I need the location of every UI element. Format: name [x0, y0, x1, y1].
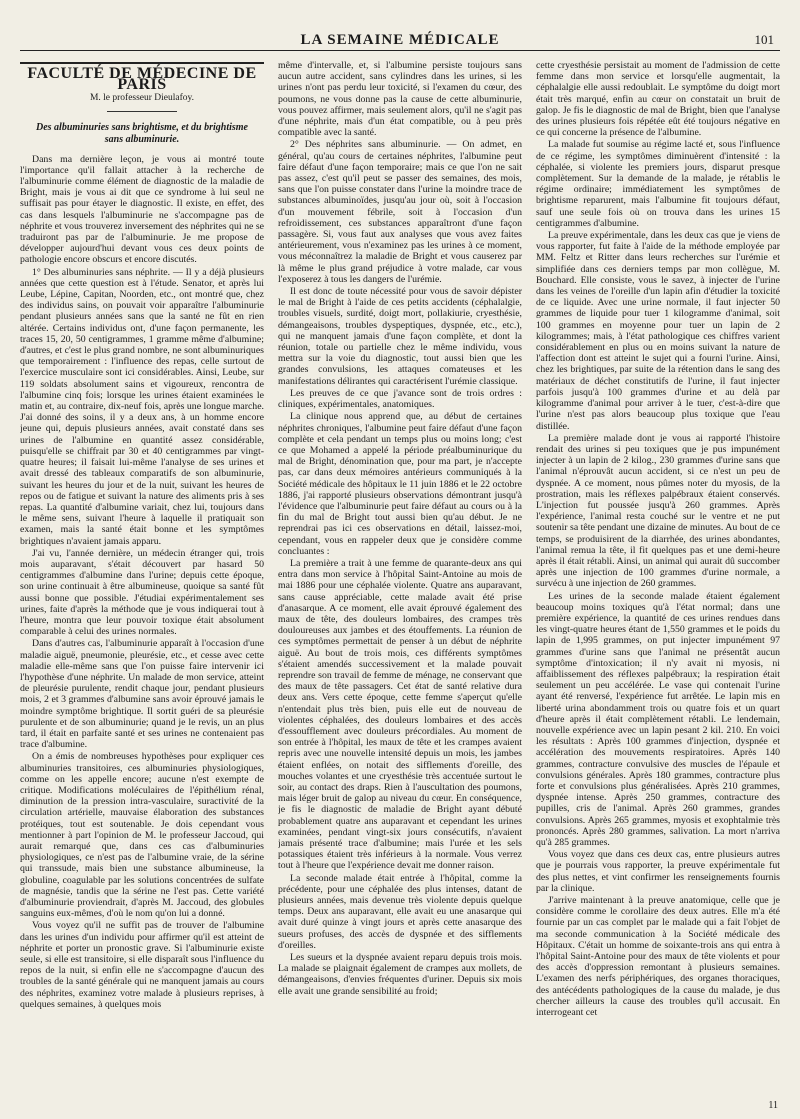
paragraph: La clinique nous apprend que, au début de certaines néphrites chroniques, l'albumine peut faire défaut d'une façon complète et cela pendant un temps plus ou moins long; c'est ce que Mohamed a appelé la période préalbuminurique du mal de Bright, dénomination que, pour ma part, je n'accepte pas, car dans deux mémoires antérieurs communiqués à la Société médicale des hôpitaux le 11 juin 1886 et le 22 octobre 1886, j'ai rapporté plusieurs observations démontrant jusqu'à l'évidence que l'albuminurie peut faire défaut au cours ou à la fin du mal de Bright tout aussi bien qu'au début. Je ne reprendrai pas ici ces observations en détail, laissez-moi, cependant, vous en rappeler deux que je considère comme concluantes :	[278, 411, 522, 557]
paragraph: Les preuves de ce que j'avance sont de trois ordres : cliniques, expérimentales, anatomiques.	[278, 387, 522, 411]
text-columns	[20, 60, 780, 1115]
paragraph: La première malade dont je vous ai rapporté l'histoire rendait des urines si peu toxiques que je pus impunément injecter à un lapin de 2 kilog., 230 grammes d'urine sans que l'animal n'éprouvât aucun accident, si ce n'est un peu de dyspnée. A ce moment, nous pûmes noter du myosis, de la prostration, mais les réflexes palpébraux étaient conservés. L'injection fut poussée jusqu'à 260 grammes. Après l'expérience, l'animal resta couché sur le ventre et ne put soutenir sa tête pendant une dizaine de minutes. Au bout de ce temps, se produisirent de la diarrhée, des urines abondantes, l'animal remua la tête, il fit quelques pas et une demi-heure après il était rétabli. Ainsi, un animal qui aurait dû succomber après une injection de 100 grammes d'urine normale, a survécu à une injection de 260 grammes.	[536, 432, 780, 590]
professor-line: M. le professeur Dieulafoy.	[89, 93, 195, 104]
signature-mark: 11	[768, 1100, 778, 1111]
paragraph: même d'intervalle, et, si l'albumine persiste toujours sans aucun autre accident, sans cylindres dans les urines, si les urines n'ont pas perdu leur toxicité, si l'examen du cœur, des poumons, ne vous donne pas la cause de cette albuminurie, vous pouvez affirmer, mais seulement alors, qu'il ne s'agit pas d'une néphrite, mais d'un état compatible, ou à peu près compatible avec la santé.	[278, 60, 522, 139]
paragraph: Dans ma dernière leçon, je vous ai montré toute l'importance qu'il fallait attacher à la recherche de l'albuminurie comme élément de diagnostic de la maladie de Bright, mais je vous ai dit que ce syndrome à lui seul ne suffisait pas pour étayer le diagnostic. Il existe, en effet, des cas dans lesquels l'albuminurie ne s'accompagne pas de néphrite et vous trouverez inversement des néphrites qui ne se traduiront pas par de l'albuminurie. Je me propose de développer aujourd'hui devant vous ces deux points de pathologie encore obscurs et encore discutés.	[20, 153, 264, 266]
paragraph: J'arrive maintenant à la preuve anatomique, celle que je considère comme le corollaire des deux autres. Elle m'a été fournie par un cas complet par le malade qui a fait l'objet de ma seconde communication à la Société médicale des Hôpitaux. C'était un homme de soixante-trois ans qui entra à l'hôpital Saint-Antoine pour des maux de tête violents et pour des accès d'oppression remontant à plusieurs semaines. L'examen des nerfs périphériques, des organes thoraciques, des antécédents pathologiques de la cause du malade, je dus chercher ailleurs la cause des troubles qu'il accusait. En interrogeant cet	[536, 895, 780, 1019]
paragraph: 2° Des néphrites sans albuminurie. — On admet, en général, qu'au cours de certaines néphrites, l'albumine peut faire défaut d'une façon temporaire; mais ce que l'on ne sait pas assez, c'est qu'il peut se passer des semaines, des mois, sans que l'on puisse constater dans l'urine la moindre trace de substances albuminoïdes, jusqu'au jour où, soit à l'occasion d'un mouvement fébrile, soit à l'occasion d'un refroidissement, ces substances apparaîtront d'une façon passagère. Si, vous faut aux analyses que vous avez faites antérieurement, vous n'examinez pas les urines à ce moment, vous méconnaîtrez la maladie de Bright et vous causerez par là même le plus grand préjudice à votre malade, car vous l'exposerez à tous les dangers de l'urémie.	[278, 139, 522, 285]
page-number: 101	[754, 32, 774, 47]
paragraph: La seconde malade était entrée à l'hôpital, comme la précédente, pour une céphalée des plus intenses, datant de plusieurs années, mais devenue très violente depuis quelque temps. Deux ans auparavant, elle avait eu une anasarque qui avait duré quinze à vingt jours et après cette anasarque des sueurs profuses, des accès de dyspnée et des sifflements d'oreilles.	[278, 872, 522, 951]
paragraph: Les urines de la seconde malade étaient également beaucoup moins toxiques qu'à l'état normal; dans une première expérience, la quantité de ces urines rendues dans les vingt-quatre heures étant de 1,550 grammes et le poids du lapin de 1,995 grammes, on put injecter impunément 97 grammes d'urine sans que l'animal ne présentât aucun symptôme d'intoxication; il n'y avait ni myosis, ni affaiblissement des réflexes palpébraux; la respiration était seulement un peu accélérée. Le vase qui contenait l'urine ayant été renversé, l'expérience fut arrêtée. Le lapin mis en liberté urina abondamment trois ou quatre fois et un quart d'heure après il était complètement rétabli. Le lendemain, nouvelle expérience avec un lapin pesant 2 kil. 210. En voici les résultats : Après 100 grammes d'injection, dyspnée et accélération des mouvements respiratoires. Après 140 grammes, contracture convulsive des muscles de l'épaule et convulsions générales. Après 180 grammes, contracture plus forte et convulsions plus généralisées. Après 210 grammes, dyspnée intense. Après 250 grammes, contracture des pupilles, cris de l'animal. Après 260 grammes, grandes convulsions. Après 265 grammes, myosis et exophtalmie très prononcés. Après 280 grammes, salivation. La mort n'arriva qu'à 285 grammes.	[536, 590, 780, 849]
journal-title: LA SEMAINE MÉDICALE	[300, 32, 500, 48]
paragraph: Vous voyez que dans ces deux cas, entre plusieurs autres que je pourrais vous rapporter, la preuve expérimentale fut des plus nettes, et vint confirmer les renseignements fournis par la clinique.	[536, 849, 780, 894]
page	[20, 30, 780, 1019]
heading-divider	[107, 111, 177, 112]
paragraph: Vous voyez qu'il ne suffit pas de trouver de l'albumine dans les urines d'un individu pour affirmer qu'il est atteint de néphrite et porter un pronostic grave. Si l'albuminurie existe seule, si elle est transitoire, si elle disparaît sous l'influence du repos de la nuit, si enfin elle ne s'accompagne d'aucun des troubles de la santé générale qui ne manquent jamais au cours des néphrites, examinez votre malade à plusieurs reprises, à quelques semaines, à quelques mois	[20, 920, 264, 1010]
paragraph: 1° Des albuminuries sans néphrite. — Il y a déjà plusieurs années que cette question est à l'étude. Senator, et après lui Leube, Lépine, Capitan, Noorden, etc., ont montré que, chez des individus sains, on pouvait voir apparaître l'albuminurie pendant plusieurs années sans que la santé ne fût en rien altérée. Certains individus ont, d'une façon permanente, les traces 15, 20, 50 centigrammes, 1 gramme même d'albumine; d'autres, et c'est le plus grand nombre, ne sont albuminuriques que temporairement : l'influence des repas, celle surtout de l'exercice musculaire sont ici considérables. Ainsi, Leube, sur 119 soldats absolument sains et vigoureux, rencontra de l'albumine cinq fois; lorsque les urines étaient examinées le matin et, au contraire, dix-neuf fois, après une longue marche. J'ai donné des soins, il y a deux ans, à un homme encore jeune qui, depuis plusieurs années, avait constaté dans ses urines de l'albumine en quantité assez considérable, puisqu'elle se chiffrait par 30 et 40 centigrammes par vingt-quatre heures; il faisait lui-même l'analyse de ses urines et avait dressé des tableaux comparatifs de son albuminurie, suivant les heures du jour et de la nuit, suivant les heures de repos ou de fatigue et suivant la nature des aliments pris à ses repas. La quantité d'albumine variait, chez lui, toujours dans le même sens, suivant l'heure à laquelle il pratiquait son examen, mais la santé était bonne et les symptômes brightiques n'avaient jamais apparu.	[20, 266, 264, 547]
paragraph: Il est donc de toute nécessité pour vous de savoir dépister le mal de Bright à l'aide de ces petits accidents (céphalalgie, troubles visuels, surdité, doigt mort, pollakiurie, cryesthésie, démangeaisons, troubles dyspeptiques, dyspnée, etc., etc.), qui ne manquent jamais d'une façon complète, et dont la réunion, totale ou partielle chez le même individu, vous mettra sur la voie du diagnostic, tout aussi bien que les grandes convulsions, les attaques comateuses et les manifestations délirantes qui caractérisent l'urémie classique.	[278, 286, 522, 387]
column-1	[20, 60, 264, 1115]
paragraph: Les sueurs et la dyspnée avaient reparu depuis trois mois. La malade se plaignait également de crampes aux mollets, de démangeaisons, d'envies fréquentes d'uriner. Depuis six mois elle avait une grande sensibilité au froid;	[278, 952, 522, 997]
paragraph: La première a trait à une femme de quarante-deux ans qui entra dans mon service à l'hôpital Saint-Antoine au mois de mai 1886 pour une céphalée violente. Quatre ans auparavant, sans cause appréciable, cette malade avait été prise d'anasarque. A ce moment, elle avait éprouvé également des maux de tête, des douleurs lombaires, des crampes très douloureuses aux jambes et des étouffements. La réunion de ces symptômes permettait de penser à un début de néphrite aiguë. Au bout de trois mois, ces différents symptômes s'étaient amendés successivement et la malade pouvait reprendre son travail de femme de ménage, ne conservant que des maux de tête passagers. Cet état de santé relative dura deux ans. Vers cette époque, cette femme s'aperçut qu'elle n'entendait plus très bien, puis elle eut de nouveau de violentes céphalées, des douleurs lombaires et des accès d'essoufflement avec douleurs précordiales. Au moment de son entrée à l'hôpital, les maux de tête et les crampes avaient repris avec une nouvelle intensité depuis un mois, les jambes étaient enflées, on notait des sifflements d'oreille, des mouches volantes et une cryesthésie très accentuée surtout le soir, au contact des draps. Rien à l'auscultation des poumons, mais léger bruit de galop au niveau du cœur. En conséquence, je fis le diagnostic de maladie de Bright ayant débuté probablement quatre ans auparavant et cependant les urines examinées, pendant vingt-six jours consécutifs, n'avaient jamais présenté trace d'albumine; mais l'urée et les sels potassiques étaient très inférieurs à la normale. Vous verrez tout à l'heure que l'expérience devait me donner raison.	[278, 557, 522, 872]
running-header	[20, 30, 780, 51]
article-heading: FACULTÉ DE MÉDECINE DE PARIS	[20, 62, 264, 90]
paragraph: On a émis de nombreuses hypothèses pour expliquer ces albuminuries transitoires, ces albuminuries physiologiques, comme on les appelle encore; aucune n'est exempte de critique. Modifications moléculaires de l'épithélium rénal, diminution de la pression intra-vasculaire, suractivité de la circulation artérielle, mauvaise élaboration des substances protéiques, tout est soutenable. Je dois cependant vous mentionner à part l'opinion de M. le professeur Jaccoud, qui aurait remarqué que, dans ces cas d'albuminuries physiologiques, ce n'est pas de l'albumine vraie, de la sérine qui transsude, mais bien une substance albumineuse, la globuline, coagulable par les solutions concentrées de sulfate de magnésie, tandis que la sérine ne l'est pas. Cette variété d'albuminurie proviendrait, d'après M. Jaccoud, des globules sanguins eux-mêmes, d'où le nom qu'on lui a donné.	[20, 751, 264, 920]
paragraph: La malade fut soumise au régime lacté et, sous l'influence de ce régime, les symptômes diminuèrent d'intensité : la céphalée, si violente les premiers jours, disparut presque complètement. Sur la demande de la malade, je rétablis le régime ordinaire; immédiatement les symptômes de brightisme reparurent, mais l'albumine fit toujours défaut, sauf une seule fois où on trouva dans les urines 15 centigrammes d'albumine.	[536, 139, 780, 229]
paragraph: Dans d'autres cas, l'albuminurie apparaît à l'occasion d'une maladie aiguë, pneumonie, pleurésie, etc., et cesse avec cette maladie elle-même sans que l'on puisse faire intervenir ici l'hypothèse d'une néphrite. Un malade de mon service, atteint de pleurésie purulente, rendit chaque jour, pendant plusieurs mois, 2 et 3 grammes d'albumine sans avoir éprouvé jamais le moindre symptôme brightique. Il sortit guéri de sa pleurésie purulente et de son albuminurie; quand je le revis, un an plus tard, il était en parfaite santé et ses urines ne contenaient pas trace d'albumine.	[20, 638, 264, 751]
column-2	[278, 60, 522, 1115]
paragraph: J'ai vu, l'année dernière, un médecin étranger qui, trois mois auparavant, s'était découvert par hasard 50 centigrammes d'albumine dans l'urine; depuis cette époque, son urine continuait à être albumineuse, quoique sa santé fût aussi bonne que possible. J'étudiai expérimentalement ses urines, faite d'après la méthode que je vous indiquerai tout à l'heure, montra que leur pouvoir toxique était absolument comparable à celui des urines normales.	[20, 547, 264, 638]
paragraph: La preuve expérimentale, dans les deux cas que je viens de vous rapporter, fut faite à l'aide de la méthode employée par MM. Feltz et Ritter dans leurs recherches sur l'urémie et simplifiée dans ces derniers temps par mon collègue, M. Bouchard. Elle consiste, vous le savez, à injecter de l'urine dans les veines de l'oreille d'un lapin afin d'étudier la toxicité de ce liquide. Avec une urine normale, il faut injecter 50 grammes de liquide pour tuer 1 kilogramme d'animal, soit 100 grammes en moyenne pour tuer un lapin de 2 kilogrammes; mais, à l'état pathologique ces chiffres varient considérablement en plus ou en moins suivant la nature de l'affection dont est atteint le sujet qui a fourni l'urine. Ainsi, chez les brightiques, par suite de la rétention dans le sang des matériaux de déchet constitutifs de l'urine, il faut injecter parfois jusqu'à 100 grammes d'urine et au delà par kilogramme d'animal pour arriver à le tuer, c'est-à-dire que l'urine n'est pas alors beaucoup plus toxique que l'eau distillée.	[536, 230, 780, 432]
paragraph: cette cryesthésie persistait au moment de l'admission de cette femme dans mon service et lorsqu'elle augmentait, la céphalalgie elle aussi redoublait. Le symptôme du doigt mort était très marqué, enfin au cœur on constatait un bruit de galop. Je fis le diagnostic de mal de Bright, bien que l'analyse des urines plusieurs fois répétée eût été toujours négative en ce qui concerne la présence de l'albumine.	[536, 60, 780, 139]
column-3	[536, 60, 780, 1115]
article-subtitle: Des albuminuries sans brightisme, et du brightisme sans albuminurie.	[36, 121, 248, 145]
